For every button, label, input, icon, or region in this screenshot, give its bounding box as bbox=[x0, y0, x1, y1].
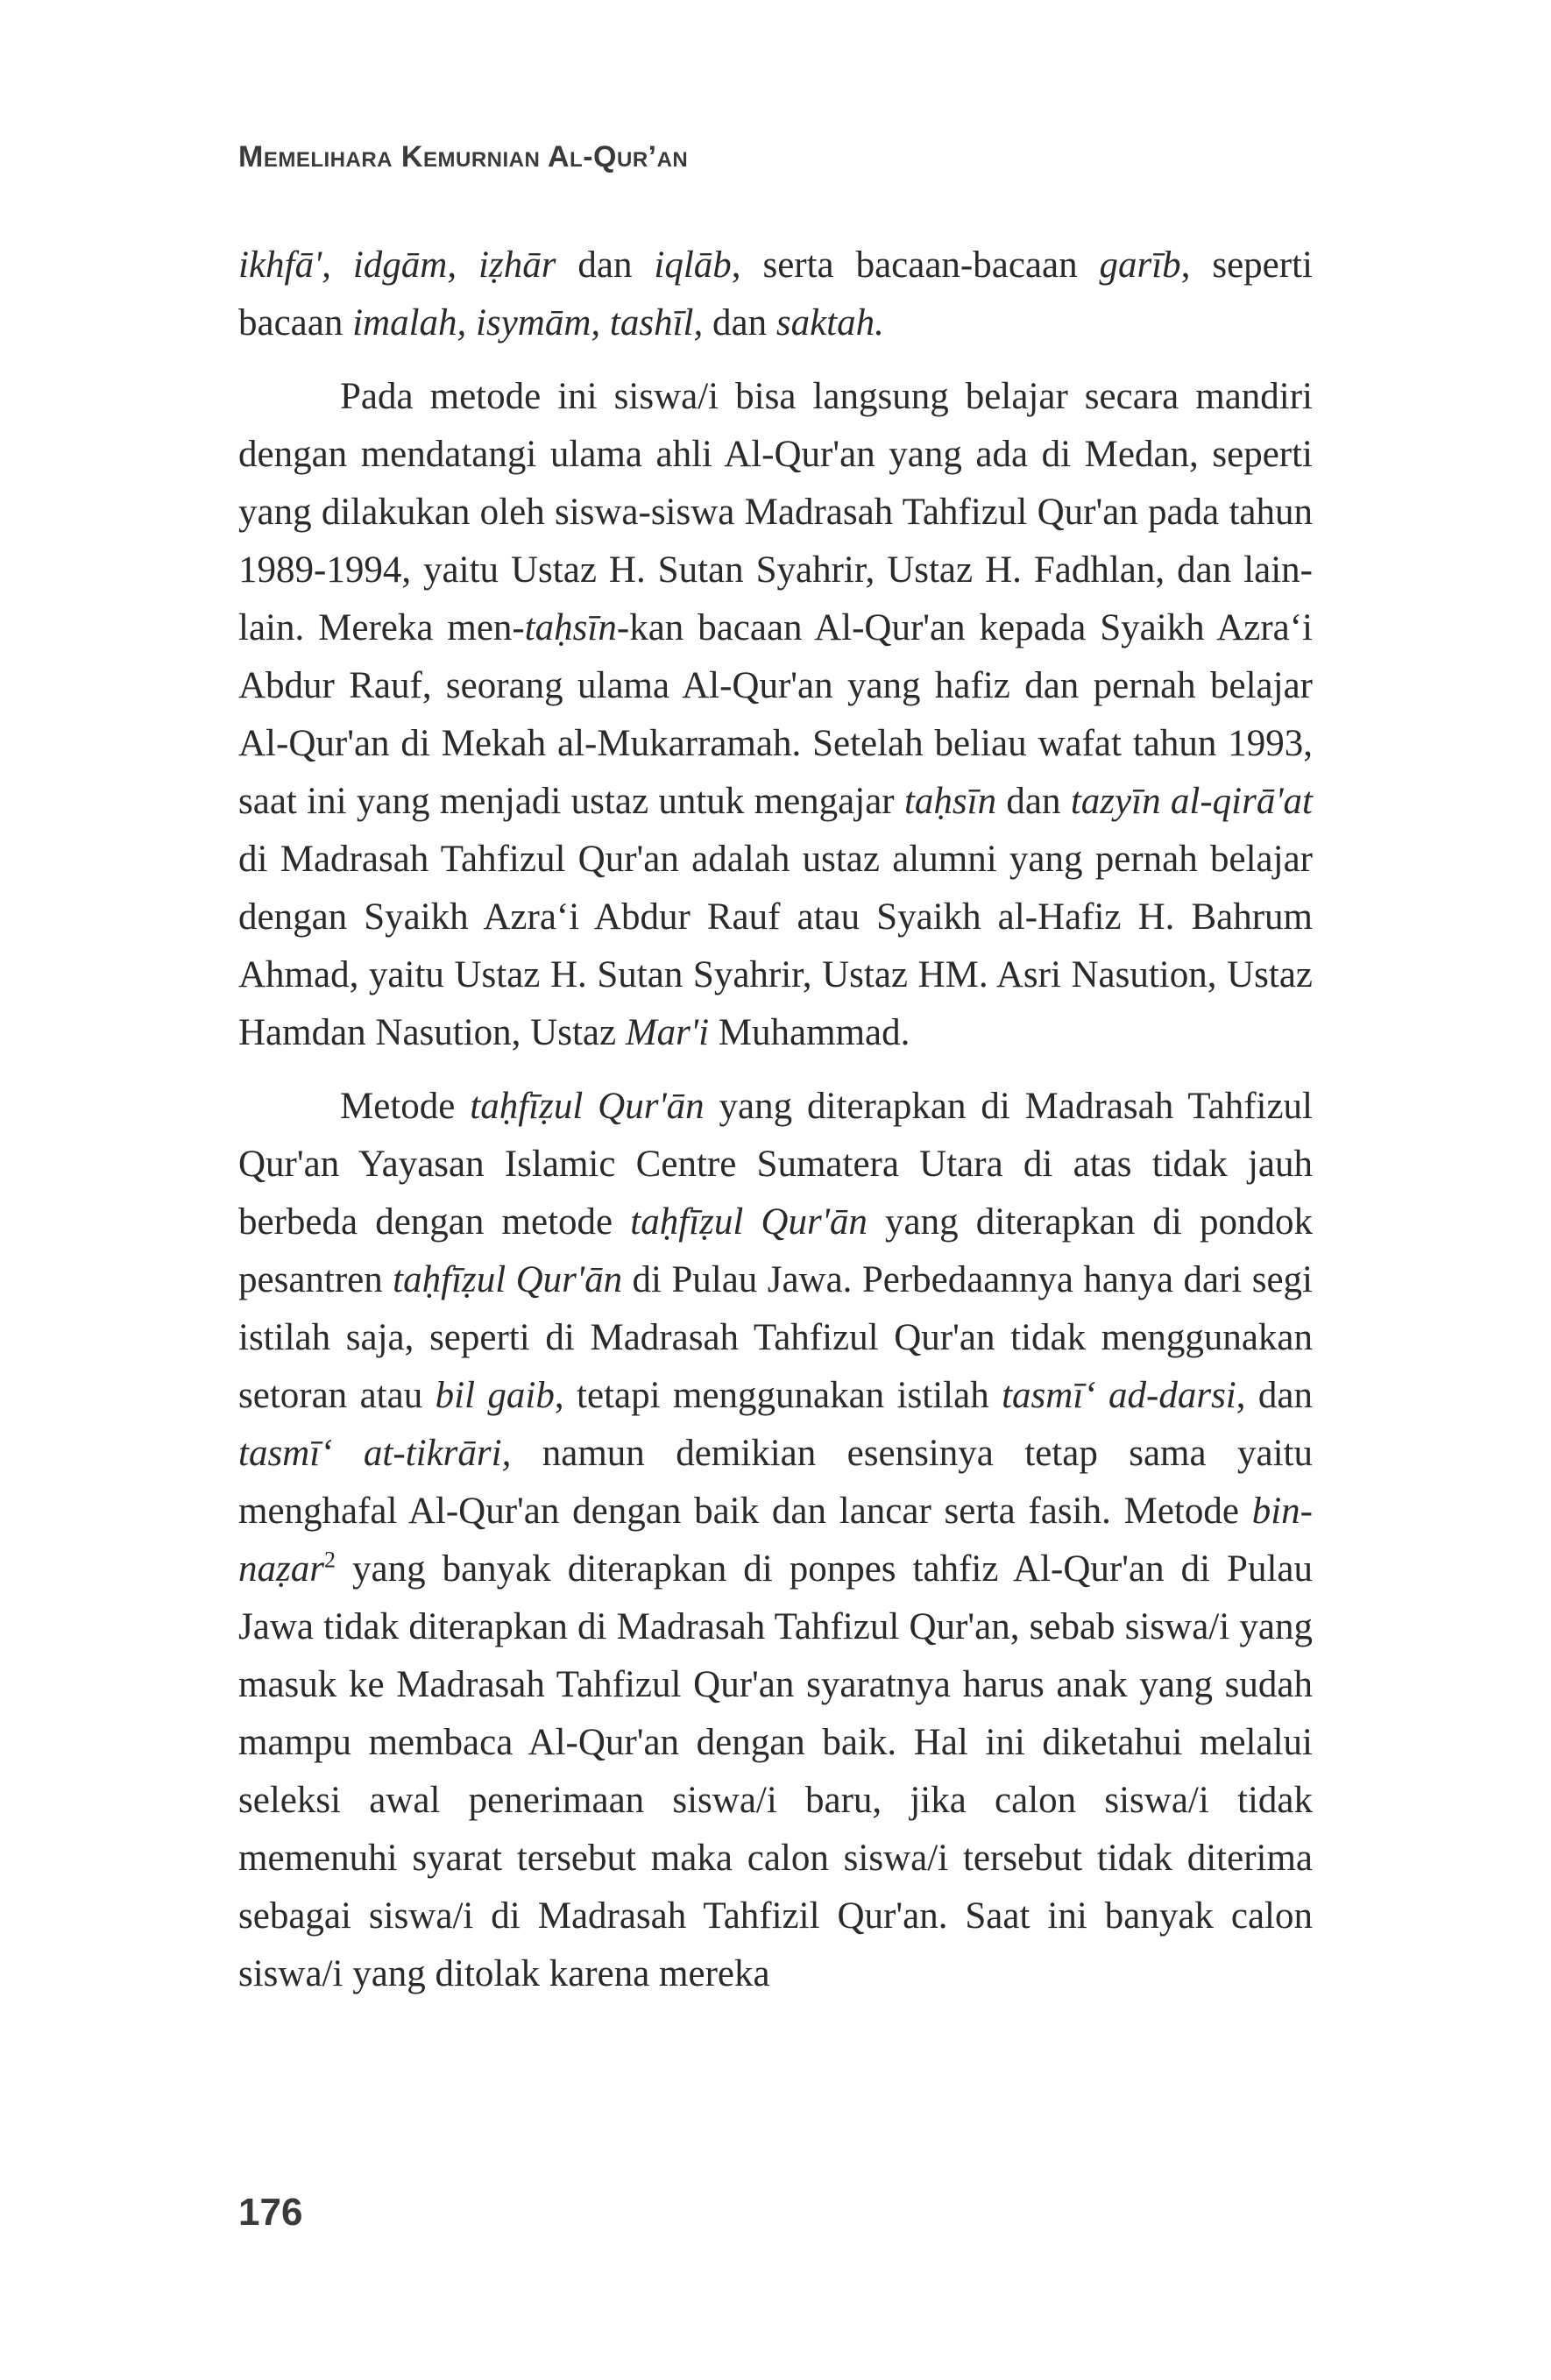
page-number: 176 bbox=[238, 2191, 303, 2234]
italic-term: taḥfīẓul Qur'ān bbox=[470, 1086, 705, 1127]
text-run: Pada metode ini siswa/i bisa langsung belajar secara mandiri dengan mendatangi ulama ahli Al-Qur'an yang ada di Medan, seperti yang dilakukan oleh siswa-siswa Madrasah Tahfizul Qur'an pada tahun 1989-1994, yaitu Ustaz H. Sutan Syahrir, Ustaz H. Fadhlan, dan lain-lain. Mereka men- bbox=[238, 376, 1313, 648]
italic-term: iqlāb bbox=[654, 244, 732, 286]
footnote-marker: 2 bbox=[323, 1547, 336, 1573]
text-run: , seperti bacaan bbox=[238, 244, 1313, 344]
text-run: -kan bacaan Al-Qur'an kepada Syaikh Azra‘i Abdur Rauf, seorang ulama Al-Qur'an yang hafiz dan pernah belajar Al-Qur'an di Mekah al-Mukarramah. Setelah beliau wafat tahun 1993, saat ini yang menjadi ustaz untuk mengajar bbox=[238, 607, 1314, 822]
text-run: yang diterapkan di pondok pesantren bbox=[238, 1201, 1313, 1300]
italic-term: taḥfīẓul Qur'ān bbox=[393, 1259, 623, 1300]
body-text bbox=[238, 237, 1313, 2003]
italic-term: taḥsīn bbox=[903, 781, 997, 822]
paragraph-2 bbox=[238, 368, 1313, 1062]
text-run: Metode bbox=[340, 1086, 471, 1127]
text-run: , serta bacaan-bacaan bbox=[731, 244, 1100, 286]
italic-term: Mar'i bbox=[625, 1012, 710, 1053]
text-run: namun demikian esensinya tetap sama yaitu menghafal Al-Qur'an dengan baik dan lancar serta fasih. Metode bbox=[238, 1433, 1313, 1532]
text-run: yang banyak diterapkan di ponpes tahfiz Al-Qur'an di Pulau Jawa tidak diterapkan di Madrasah Tahfizul Qur'an, sebab siswa/i yang masuk ke Madrasah Tahfizul Qur'an syaratnya harus anak yang sudah mampu membaca Al-Qur'an dengan baik. Hal ini diketahui melalui seleksi awal penerimaan siswa/i baru, jika calon siswa/i tidak memenuhi syarat tersebut maka calon siswa/i tersebut tidak diterima sebagai siswa/i di Madrasah Tahfizil Qur'an. Saat ini banyak calon siswa/i yang ditolak karena mereka bbox=[238, 1548, 1313, 1994]
text-run: , dan bbox=[1236, 1375, 1314, 1416]
italic-term: taḥsīn bbox=[524, 607, 617, 648]
paragraph-3 bbox=[238, 1078, 1313, 2003]
italic-term: saktah. bbox=[776, 302, 884, 344]
running-header: Memelihara Kemurnian Al-Qur’an bbox=[238, 140, 689, 174]
text-run: , tetapi menggunakan istilah bbox=[554, 1375, 1002, 1416]
italic-term: ikhfā', idgām, iẓhār bbox=[238, 244, 556, 286]
italic-term: bil gaib bbox=[435, 1375, 555, 1416]
italic-term: bin-naẓar bbox=[238, 1491, 1313, 1590]
italic-term: tazyīn al-qirā'at bbox=[1070, 781, 1313, 822]
italic-term: imalah, isymām, tashīl, bbox=[352, 302, 704, 344]
text-run: di Madrasah Tahfizul Qur'an adalah ustaz alumni yang pernah belajar dengan Syaikh Azra‘i Abdur Rauf atau Syaikh al-Hafiz H. Bahrum Ahmad, yaitu Ustaz H. Sutan Syahrir, Ustaz HM. Asri Nasution, Ustaz Hamdan Nasution, Ustaz bbox=[238, 839, 1313, 1053]
paragraph-1 bbox=[238, 237, 1313, 352]
italic-term: taḥfīẓul Qur'ān bbox=[630, 1201, 868, 1243]
text-run: di Pulau Jawa. Perbedaannya hanya dari segi istilah saja, seperti di Madrasah Tahfizul Qur'an tidak menggunakan setoran atau bbox=[238, 1259, 1313, 1416]
text-run: dan bbox=[703, 302, 776, 344]
text-run: dan bbox=[556, 244, 655, 286]
text-run: yang diterapkan di Madrasah Tahfizul Qur'an Yayasan Islamic Centre Sumatera Utara di atas tidak jauh berbeda dengan metode bbox=[238, 1086, 1313, 1243]
italic-term: tasmī‘ at-tikrāri, bbox=[238, 1433, 512, 1474]
text-run: Muhammad. bbox=[709, 1012, 910, 1053]
text-run: dan bbox=[996, 781, 1071, 822]
italic-term: tasmī‘ ad-darsi bbox=[1002, 1375, 1236, 1416]
italic-term: garīb bbox=[1099, 244, 1181, 286]
